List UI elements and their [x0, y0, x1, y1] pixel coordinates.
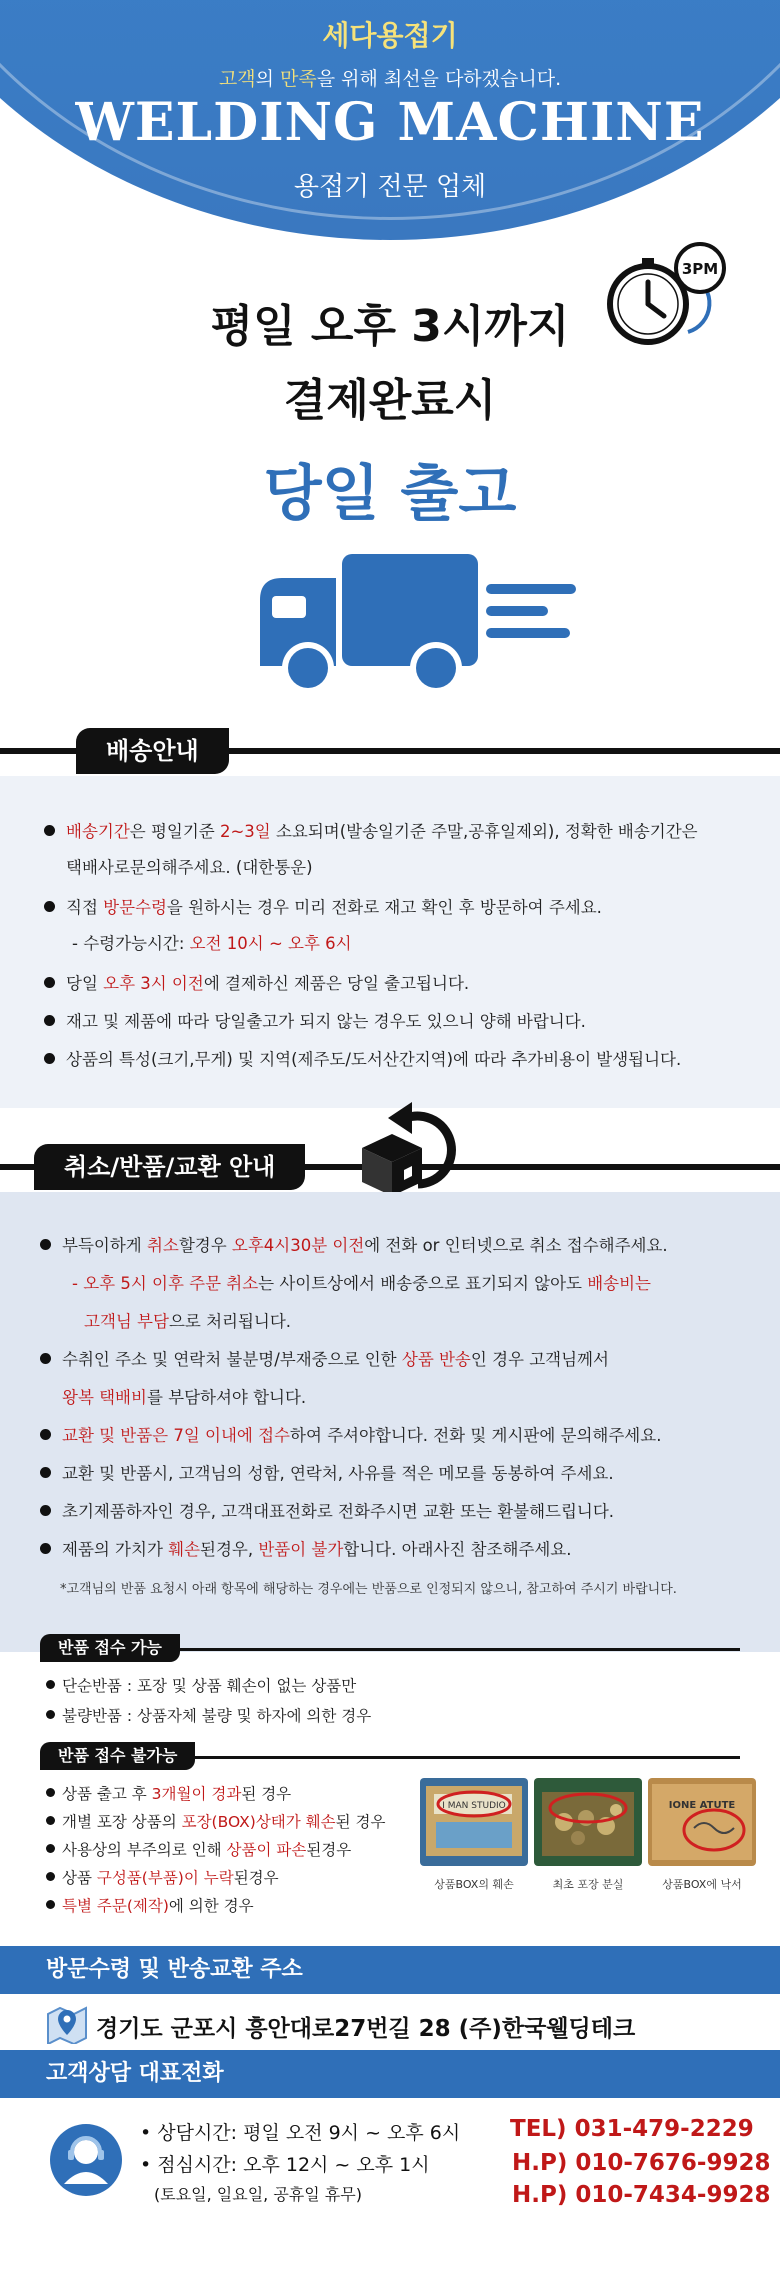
hero-section [0, 0, 780, 720]
cancel-item-after5-cont: 고객님 부담으로 처리됩니다. [84, 1312, 292, 1331]
cancel-item-deadline: 부득이하게 취소할경우 오후4시30분 이전에 전화 or 인터넷으로 취소 접수해주세요. [62, 1232, 668, 1256]
slogan-highlight-2: 만족 [279, 68, 317, 90]
cancel-item-defect: 초기제품하자인 경우, 고객대표전화로 전화주시면 교환 또는 환불해드립니다. [62, 1498, 614, 1522]
shipping-item-pickup-hours: - 수령가능시간: 오전 10시 ~ 오후 6시 [72, 934, 352, 953]
cancel-item-returned: 수취인 주소 및 연락처 불분명/부재중으로 인한 상품 반송인 경우 고객님께서 [62, 1346, 609, 1370]
promo-line-2: 결제완료시 [283, 375, 497, 426]
photo-box-damaged [420, 1778, 528, 1866]
photo-box-scribble [648, 1778, 756, 1866]
brand-name: 세다용접기 [322, 19, 458, 52]
photo-box-text: I MAN STUDIO [442, 1801, 506, 1811]
mobile-number-2[interactable]: H.P) 010-7434-9928 [512, 2182, 771, 2208]
return-impossible-3months: 상품 출고 후 3개월이 경과된 경우 [62, 1782, 291, 1804]
cancel-item-after5: - 오후 5시 이후 주문 취소는 사이트상에서 배송중으로 표기되지 않아도 배송비는 [72, 1274, 651, 1293]
title-korean: 용접기 전문 업체 [293, 172, 487, 202]
return-impossible-custom-order: 특별 주문(제작)에 의한 경우 [62, 1894, 254, 1916]
return-possible-simple: 단순반품 : 포장 및 상품 훼손이 없는 상품만 [62, 1674, 356, 1696]
promo-line-1: 평일 오후 3시까지 [210, 301, 570, 352]
contact-bar: 고객상담 대표전화 [0, 2050, 780, 2098]
slogan-highlight-1: 고객 [218, 68, 256, 90]
shipping-info-box [0, 776, 780, 1108]
cancel-item-memo: 교환 및 반품시, 고객님의 성함, 연락처, 사유를 적은 메모를 동봉하여 주세요. [62, 1460, 614, 1484]
lunch-hours: • 점심시간: 오후 12시 ~ 오후 1시 [140, 2154, 430, 2176]
cancel-item-7days: 교환 및 반품은 7일 이내에 접수하여 주셔야합니다. 전화 및 게시판에 문의해주세요. [62, 1422, 661, 1446]
return-box-icon [352, 1100, 472, 1200]
address-text: 경기도 군포시 흥안대로27번길 28 (주)한국웰딩테크 [96, 2016, 636, 2042]
slogan-post: 을 위해 최선을 다하겠습니다. [316, 68, 562, 90]
return-impossible-missing-parts: 상품 구성품(부품)이 누락된경우 [62, 1866, 279, 1888]
mobile-number-1[interactable]: H.P) 010-7676-9928 [512, 2150, 771, 2176]
shipping-section-header [0, 728, 780, 774]
slogan-mid: 의 [255, 68, 280, 90]
slogan [0, 64, 780, 91]
return-impossible-label: 반품 접수 불가능 [40, 1742, 195, 1770]
cancel-header-tab: 취소/반품/교환 안내 [34, 1144, 305, 1190]
shipping-item-stock: 재고 및 제품에 따라 당일출고가 되지 않는 경우도 있으니 양해 바랍니다. [66, 1008, 586, 1032]
photo-box-text: IONE ATUTE [668, 1800, 736, 1811]
shipping-item-extra-cost: 상품의 특성(크기,무게) 및 지역(제주도/도서산간지역)에 따라 추가비용이 발생됩니다. [66, 1046, 681, 1070]
tel-number[interactable]: TEL) 031-479-2229 [510, 2116, 754, 2142]
cancel-item-returned-cont: 왕복 택배비를 부담하셔야 합니다. [62, 1388, 307, 1407]
cancel-item-damaged: 제품의 가치가 훼손된경우, 반품이 불가합니다. 아래사진 참조해주세요. [62, 1536, 571, 1560]
contact-section [0, 2110, 780, 2269]
return-impossible-misuse: 사용상의 부주의로 인해 상품이 파손된경우 [62, 1838, 351, 1860]
return-possible-defect: 불량반품 : 상품자체 불량 및 하자에 의한 경우 [62, 1704, 371, 1726]
promo-line-3: 당일 출고 [263, 459, 517, 529]
call-center-agent-icon [48, 2122, 124, 2198]
address-row [0, 2000, 780, 2048]
clock-label: 3PM [681, 260, 719, 278]
photo-caption-1: 상품BOX의 훼손 [434, 1878, 514, 1891]
return-impossible-box-damaged: 개별 포장 상품의 포장(BOX)상태가 훼손된 경우 [62, 1810, 385, 1832]
delivery-truck-icon [256, 540, 576, 700]
map-pin-icon [46, 2004, 88, 2044]
shipping-item-sameday: 당일 오후 3시 이전에 결제하신 제품은 당일 출고됩니다. [66, 970, 469, 994]
title-english: WELDING MACHINE [75, 92, 705, 153]
consult-hours: • 상담시간: 평일 오전 9시 ~ 오후 6시 [140, 2122, 461, 2144]
shipping-item-period-cont: 택배사로문의해주세요. (대한통운) [66, 858, 313, 877]
photo-packaging-lost [534, 1778, 642, 1866]
shipping-item-period: 배송기간은 평일기준 2~3일 소요되며(발송일기준 주말,공휴일제외), 정확한 배송기간은 [66, 818, 698, 842]
shipping-header-tab: 배송안내 [76, 728, 229, 774]
photo-caption-2: 최초 포장 분실 [552, 1878, 624, 1891]
shipping-item-pickup: 직접 방문수령을 원하시는 경우 미리 전화로 재고 확인 후 방문하여 주세요. [66, 894, 602, 918]
cancel-note: *고객님의 반품 요청시 아래 항목에 해당하는 경우에는 반품으로 인정되지 않으니, 참고하여 주시기 바랍니다. [60, 1582, 677, 1597]
holiday-note: (토요일, 일요일, 공휴일 휴무) [154, 2185, 362, 2204]
address-bar: 방문수령 및 반송교환 주소 [0, 1946, 780, 1994]
return-possible-label: 반품 접수 가능 [40, 1634, 180, 1662]
cancel-info-box [0, 1192, 780, 1652]
photo-caption-3: 상품BOX에 낙서 [662, 1878, 742, 1891]
